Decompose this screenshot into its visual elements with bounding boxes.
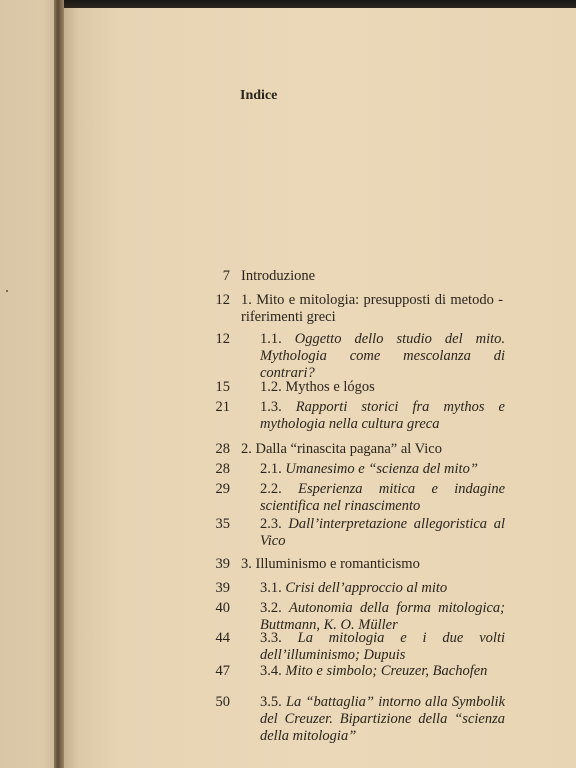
page-title: Indice (240, 88, 278, 103)
toc-page-number: 28 (215, 441, 230, 457)
toc-page-number: 44 (215, 630, 230, 646)
toc-page-number: 7 (222, 268, 230, 284)
toc-section-number: 2. (241, 441, 256, 457)
toc-section-title: Introduzione (241, 268, 316, 284)
toc-entry-text (260, 580, 505, 597)
toc-page-number: 12 (215, 292, 230, 308)
toc-entry-text (260, 461, 505, 478)
toc-page-number: 15 (215, 379, 230, 395)
toc-page-number: 12 (215, 331, 230, 347)
toc-section-number: 1.3. (260, 399, 296, 415)
toc-entry-text (260, 694, 505, 745)
toc-section-number: 2.1. (260, 461, 286, 477)
toc-section-title: La “battaglia” intorno alla Symbolik del Creuzer. Bipartizione della “scienza della mitologia” (260, 694, 506, 744)
toc-section-number: 3. (241, 556, 256, 572)
toc-entry-text (260, 600, 505, 634)
toc-entry-text (260, 630, 505, 664)
toc-section-number: 3.4. (260, 663, 286, 679)
toc-section-title: Rapporti storici fra mythos e mythologia nella cultura greca (260, 399, 505, 432)
toc-section-number: 3.2. (260, 600, 290, 616)
toc-section-title: Esperienza mitica e indagine scientifica nel rinascimento (260, 481, 506, 514)
toc-section-number: 3.5. (260, 694, 286, 710)
toc-entry-text (260, 516, 505, 550)
toc-entry-text (260, 481, 505, 515)
toc-page-number: 35 (215, 516, 230, 532)
toc-entry-text (241, 441, 503, 458)
toc-section-title: Dall’interpretazione allegoristica al Vico (260, 516, 506, 549)
toc-section-title: Illuminismo e romanticismo (255, 556, 420, 572)
toc-section-title: Mito e simbolo; Creuzer, Bachofen (285, 663, 488, 679)
toc-page-number: 40 (215, 600, 230, 616)
toc-section-number: 2.3. (260, 516, 289, 532)
toc-section-title: Crisi dell’approccio al mito (285, 580, 448, 596)
toc-page-number: 39 (215, 556, 230, 572)
toc-entry-text (260, 331, 505, 382)
toc-section-number: 1.1. (260, 331, 295, 347)
toc-page-number: 29 (215, 481, 230, 497)
toc-page-number: 39 (215, 580, 230, 596)
toc-entry-text (241, 292, 503, 326)
toc-entry-text (260, 663, 505, 680)
toc-section-number: 1.2. (260, 379, 286, 395)
toc-section-number: 2.2. (260, 481, 299, 497)
toc-page-number: 21 (215, 399, 230, 415)
toc-section-number: 3.3. (260, 630, 298, 646)
toc-entry-text (260, 379, 505, 396)
toc-section-number: 1. (241, 292, 257, 308)
toc-section-title: Dalla “rinascita pagana” al Vico (255, 441, 442, 457)
toc-page-number: 47 (215, 663, 230, 679)
toc-section-title: Oggetto dello studio del mito. Mythologia come mescolanza di contrari? (260, 331, 506, 381)
toc-section-number: 3.1. (260, 580, 286, 596)
toc-section-title: Umanesimo e “scienza del mito” (285, 461, 478, 477)
toc-page-number: 50 (215, 694, 230, 710)
toc-section-title: La mitologia e i due volti dell’illuminismo; Dupuis (260, 630, 506, 663)
toc-section-title: Autonomia della forma mitologica; Buttmann, K. O. Müller (260, 600, 505, 633)
toc-section-title: Mythos e lógos (285, 379, 375, 395)
toc-page-number: 28 (215, 461, 230, 477)
toc-entry-text (241, 268, 503, 285)
toc-section-title: Mito e mitologia: presupposti di metodo - riferimenti greci (241, 292, 504, 325)
toc-entry-text (260, 399, 505, 433)
toc-entry-text (241, 556, 503, 573)
